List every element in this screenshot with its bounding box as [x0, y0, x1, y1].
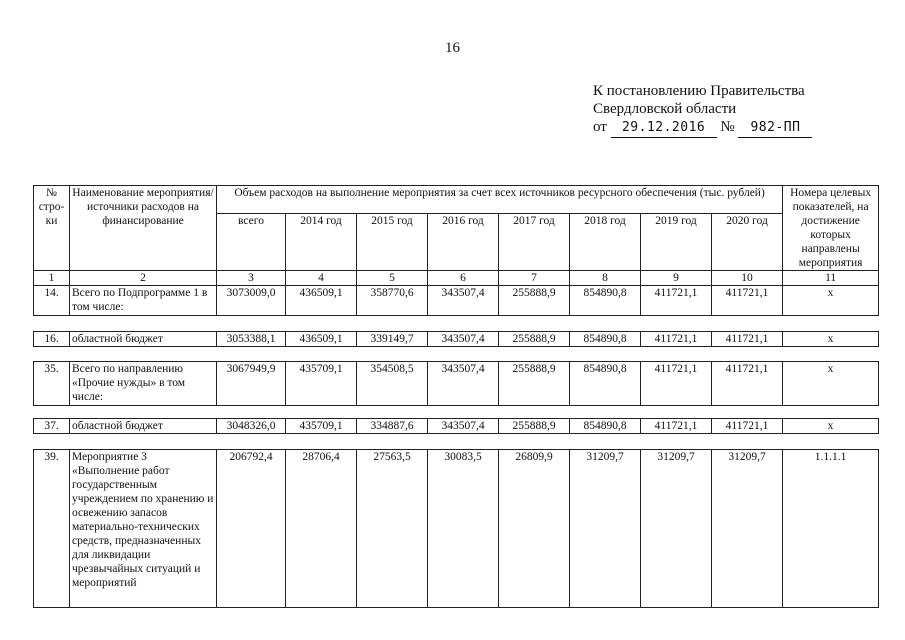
row-number: 37.: [34, 419, 70, 434]
header-2018: 2018 год: [570, 214, 641, 271]
value-2017: 255888,9: [499, 332, 570, 347]
header-2019: 2019 год: [641, 214, 712, 271]
value-2019: 411721,1: [641, 419, 712, 434]
page-number: 16: [445, 40, 460, 56]
value-2017: 255888,9: [499, 419, 570, 434]
header-2016: 2016 год: [428, 214, 499, 271]
resolution-date: 29.12.2016: [611, 119, 717, 138]
col-number: 2: [70, 271, 217, 286]
value-2018: 854890,8: [570, 286, 641, 316]
value-2018: 854890,8: [570, 419, 641, 434]
row-number: 14.: [34, 286, 70, 316]
value-2014: 436509,1: [286, 332, 357, 347]
from-label: от: [593, 119, 607, 135]
value-total: 206792,4: [217, 450, 286, 608]
header-name: Наименование мероприятия/ источники расходов на финансирование: [70, 186, 217, 271]
value-2020: 411721,1: [712, 286, 783, 316]
value-2015: 358770,6: [357, 286, 428, 316]
col-number: 11: [783, 271, 879, 286]
value-total: 3048326,0: [217, 419, 286, 434]
table-header: [33, 185, 879, 286]
row-number: 39.: [34, 450, 70, 608]
value-total: 3073009,0: [217, 286, 286, 316]
col-number: 7: [499, 271, 570, 286]
header-line-2: Свердловской области: [593, 101, 737, 117]
value-2018: 31209,7: [570, 450, 641, 608]
value-2020: 411721,1: [712, 332, 783, 347]
value-2017: 255888,9: [499, 362, 570, 406]
header-num: № стро-ки: [34, 186, 70, 271]
value-2016: 343507,4: [428, 362, 499, 406]
col-number: 3: [217, 271, 286, 286]
value-2019: 31209,7: [641, 450, 712, 608]
value-2016: 30083,5: [428, 450, 499, 608]
value-2018: 854890,8: [570, 332, 641, 347]
value-2014: 28706,4: [286, 450, 357, 608]
value-2014: 435709,1: [286, 419, 357, 434]
value-2019: 411721,1: [641, 362, 712, 406]
resolution-header: [593, 82, 812, 138]
row-target: x: [783, 286, 879, 316]
value-2017: 255888,9: [499, 286, 570, 316]
header-volume: Объем расходов на выполнение мероприятия за счет всех источников ресурсного обеспечения (тыс. рублей): [217, 186, 783, 214]
col-number: 6: [428, 271, 499, 286]
header-line-3: [593, 118, 812, 138]
row-name: Мероприятие 3 «Выполнение работ государственным учреждением по хранению и освежению запасов материально-технических средств, предназначенных для ликвидации чрезвычайных ситуаций и мероприятий: [70, 450, 217, 608]
row-name: областной бюджет: [70, 332, 217, 347]
row-target: x: [783, 332, 879, 347]
value-2020: 411721,1: [712, 362, 783, 406]
header-2014: 2014 год: [286, 214, 357, 271]
value-2015: 354508,5: [357, 362, 428, 406]
value-2019: 411721,1: [641, 286, 712, 316]
value-2019: 411721,1: [641, 332, 712, 347]
value-2015: 334887,6: [357, 419, 428, 434]
column-number-row: [34, 271, 879, 286]
number-label: №: [720, 119, 735, 135]
resolution-number: 982-ПП: [738, 119, 812, 138]
row-target: x: [783, 419, 879, 434]
header-line-1: К постановлению Правительства: [593, 83, 805, 99]
table-row: [33, 331, 879, 347]
col-number: 4: [286, 271, 357, 286]
value-2018: 854890,8: [570, 362, 641, 406]
value-2020: 411721,1: [712, 419, 783, 434]
header-2020: 2020 год: [712, 214, 783, 271]
value-2014: 436509,1: [286, 286, 357, 316]
row-name: Всего по Подпрограмме 1 в том числе:: [70, 286, 217, 316]
row-target: 1.1.1.1: [783, 450, 879, 608]
table-row: [33, 285, 879, 316]
col-number: 1: [34, 271, 70, 286]
col-number: 8: [570, 271, 641, 286]
value-2020: 31209,7: [712, 450, 783, 608]
table-row: [33, 361, 879, 406]
col-number: 10: [712, 271, 783, 286]
col-number: 5: [357, 271, 428, 286]
header-2015: 2015 год: [357, 214, 428, 271]
value-total: 3053388,1: [217, 332, 286, 347]
row-name: областной бюджет: [70, 419, 217, 434]
value-2014: 435709,1: [286, 362, 357, 406]
row-name: Всего по направлению «Прочие нужды» в том числе:: [70, 362, 217, 406]
row-number: 16.: [34, 332, 70, 347]
value-2016: 343507,4: [428, 286, 499, 316]
value-2015: 27563,5: [357, 450, 428, 608]
header-total: всего: [217, 214, 286, 271]
table-row: [33, 449, 879, 608]
value-2016: 343507,4: [428, 419, 499, 434]
table-row: [33, 418, 879, 434]
value-total: 3067949,9: [217, 362, 286, 406]
header-2017: 2017 год: [499, 214, 570, 271]
row-number: 35.: [34, 362, 70, 406]
col-number: 9: [641, 271, 712, 286]
value-2015: 339149,7: [357, 332, 428, 347]
value-2017: 26809,9: [499, 450, 570, 608]
header-targets: Номера целевых показателей, на достижение которых направлены мероприятия: [783, 186, 879, 271]
value-2016: 343507,4: [428, 332, 499, 347]
row-target: x: [783, 362, 879, 406]
